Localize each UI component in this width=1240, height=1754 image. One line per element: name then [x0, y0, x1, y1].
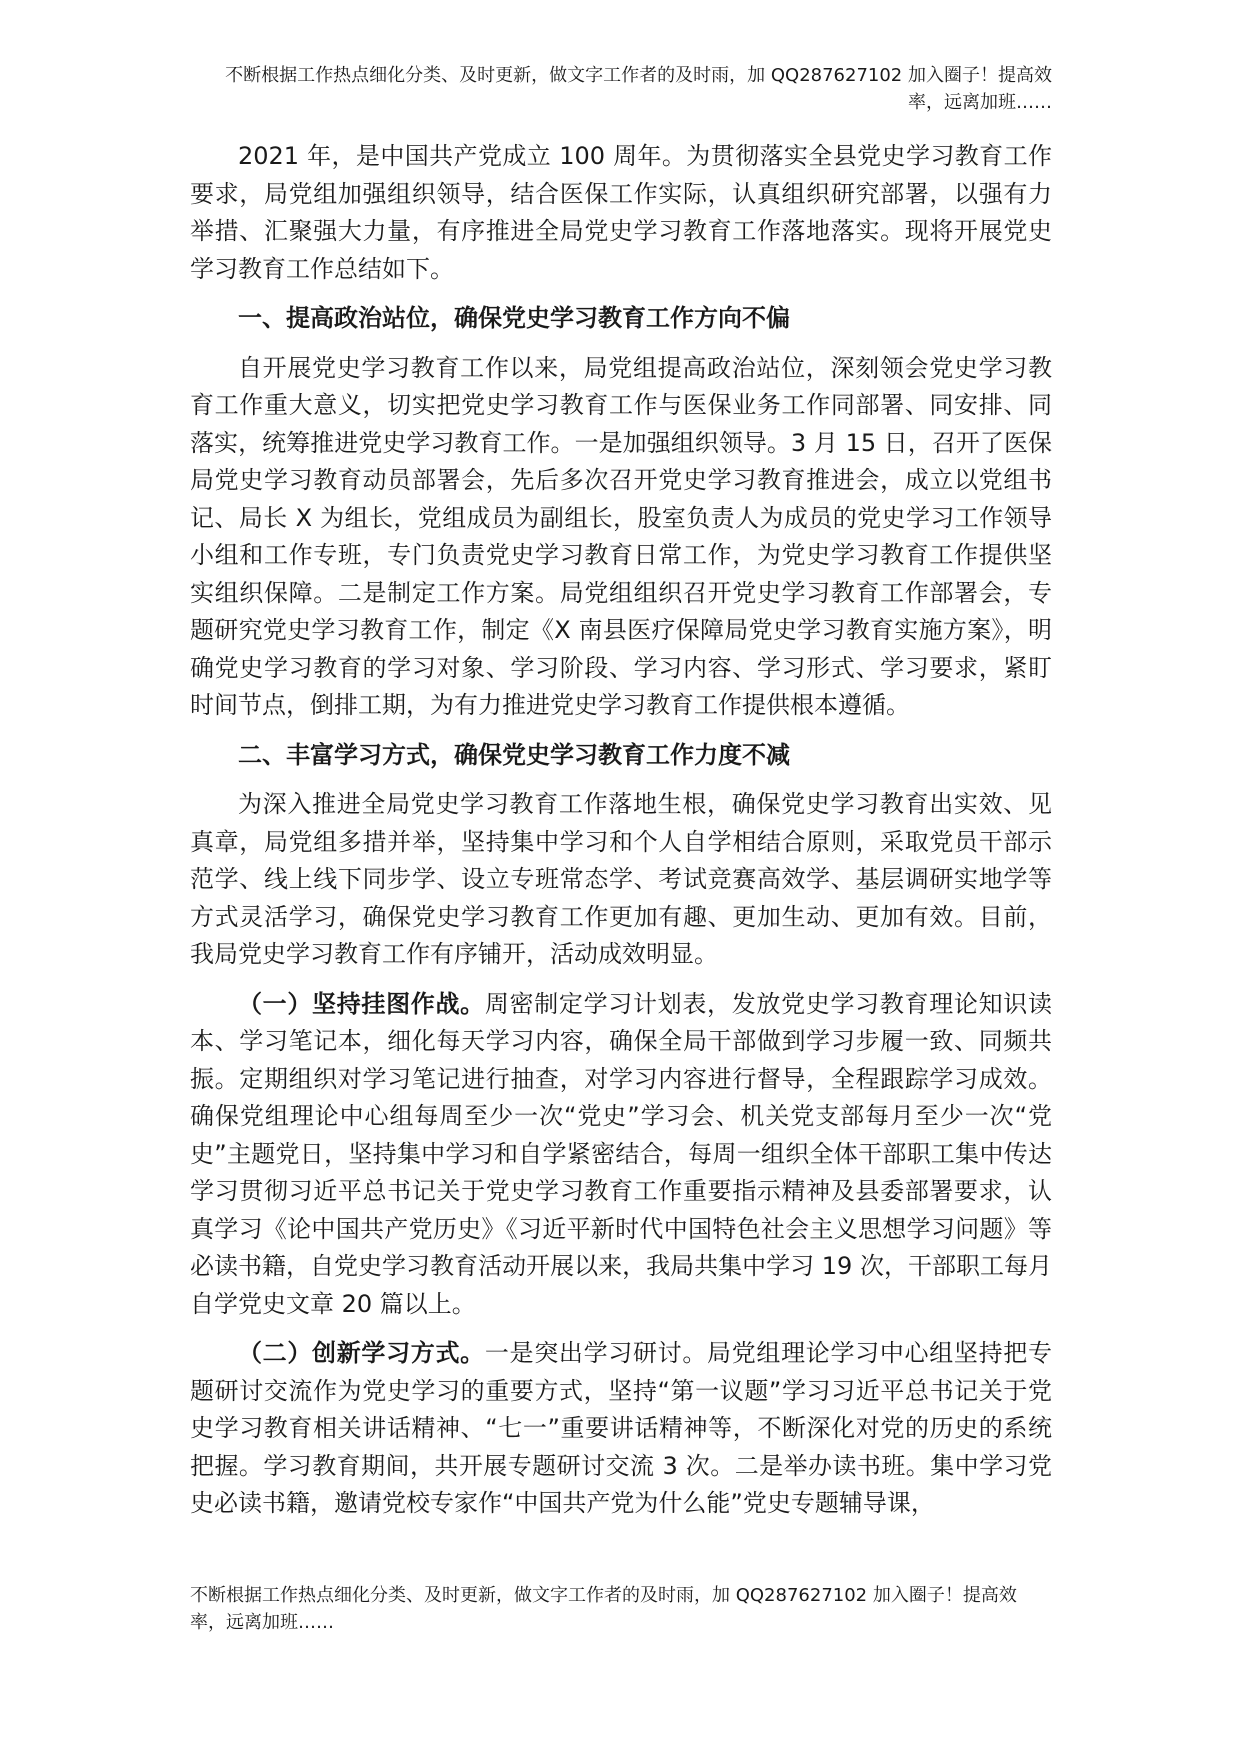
- section-2-paragraph: 为深入推进全局党史学习教育工作落地生根，确保党史学习教育出实效、见真章，局党组多措并举，坚持集中学习和个人自学相结合原则，采取党员干部示范学、线上线下同步学、设立专班常态学、考试竞赛高效学、基层调研实地学等方式灵活学习，确保党史学习教育工作更加有趣、更加生动、更加有效。目前，我局党史学习教育工作有序铺开，活动成效明显。: [190, 790, 1052, 968]
- document-body: [190, 138, 1052, 1535]
- subsection-2-lead: （二）创新学习方式。: [238, 1339, 485, 1367]
- section-2-heading: 二、丰富学习方式，确保党史学习教育工作力度不减: [238, 740, 790, 769]
- section-1-paragraph: 自开展党史学习教育工作以来，局党组提高政治站位，深刻领会党史学习教育工作重大意义，切实把党史学习教育工作与医保业务工作同部署、同安排、同落实，统筹推进党史学习教育工作。一是加强组织领导。3 月 15 日，召开了医保局党史学习教育动员部署会，先后多次召开党史学习教育推进会，成立以党组书记、局长 X 为组长，党组成员为副组长，股室负责人为成员的党史学习工作领导小组和工作专班，专门负责党史学习教育日常工作，为党史学习教育工作提供坚实组织保障。二是制定工作方案。局党组组织召开党史学习教育工作部署会，专题研究党史学习教育工作，制定《X 南县医疗保障局党史学习教育实施方案》，明确党史学习教育的学习对象、学习阶段、学习内容、学习形式、学习要求，紧盯时间节点，倒排工期，为有力推进党史学习教育工作提供根本遵循。: [190, 353, 1052, 719]
- subsection-1-lead: （一）坚持挂图作战。: [238, 989, 485, 1018]
- subsection-2-text: 一是突出学习研讨。局党组理论学习中心组坚持把专题研讨交流作为党史学习的重要方式，坚持“第一议题”学习习近平总书记关于党史学习教育相关讲话精神、“七一”重要讲话精神等，不断深化对党的历史的系统把握。学习教育期间，共开展专题研讨交流 3 次。二是举办读书班。集中学习党史必读书籍，邀请党校专家作“中国共产党为什么能”党史专题辅导课，: [190, 1339, 1052, 1517]
- section-1-heading: 一、提高政治站位，确保党史学习教育工作方向不偏: [238, 304, 790, 332]
- subsection-1-paragraph: [190, 986, 1052, 1324]
- intro-paragraph: 2021 年，是中国共产党成立 100 周年。为贯彻落实全县党史学习教育工作要求，局党组加强组织领导，结合医保工作实际，认真组织研究部署，以强有力举措、汇聚强大力量，有序推进全局党史学习教育工作落地落实。现将开展党史学习教育工作总结如下。: [190, 142, 1052, 283]
- page-header-note: 不断根据工作热点细化分类、及时更新，做文字工作者的及时雨，加 QQ287627102 加入圈子！提高效率，远离加班……: [225, 65, 1052, 113]
- subsection-2-paragraph: [190, 1335, 1052, 1523]
- subsection-1-text: 周密制定学习计划表，发放党史学习教育理论知识读本、学习笔记本，细化每天学习内容，确保全局干部做到学习步履一致、同频共振。定期组织对学习笔记进行抽查，对学习内容进行督导，全程跟踪学习成效。确保党组理论中心组每周至少一次“党史”学习会、机关党支部每月至少一次“党史”主题党日，坚持集中学习和自学紧密结合，每周一组织全体干部职工集中传达学习贯彻习近平总书记关于党史学习教育工作重要指示精神及县委部署要求，认真学习《论中国共产党历史》《习近平新时代中国特色社会主义思想学习问题》等必读书籍，自党史学习教育活动开展以来，我局共集中学习 19 次，干部职工每月自学党史文章 20 篇以上。: [190, 989, 1052, 1318]
- page-footer-note: 不断根据工作热点细化分类、及时更新，做文字工作者的及时雨，加 QQ287627102 加入圈子！提高效率，远离加班……: [190, 1585, 1017, 1633]
